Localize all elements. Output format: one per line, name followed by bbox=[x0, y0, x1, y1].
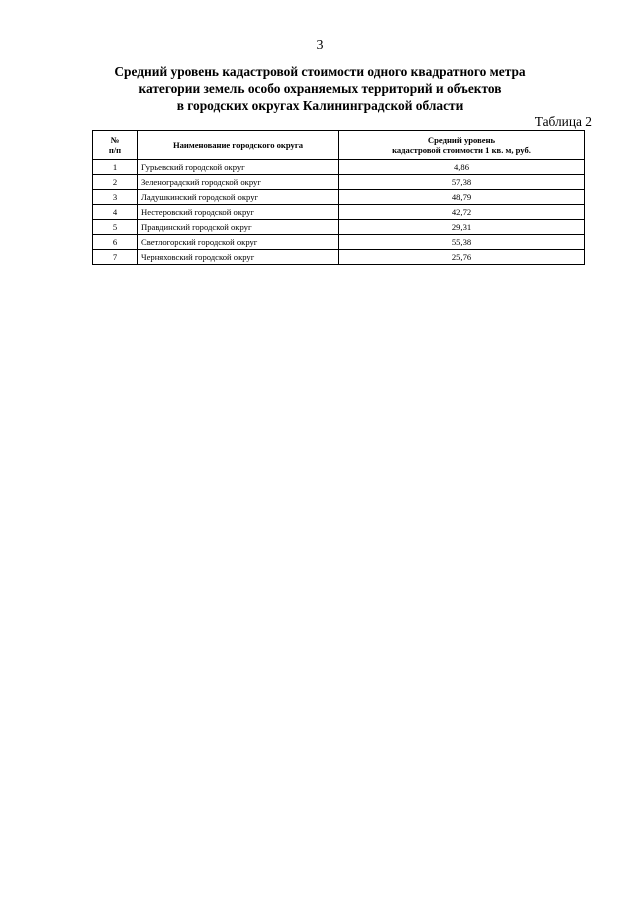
row-district-name: Черняховский городской округ bbox=[138, 250, 339, 265]
header-number-line-1: № bbox=[110, 135, 120, 145]
row-value: 25,76 bbox=[339, 250, 585, 265]
row-district-name: Светлогорский городской округ bbox=[138, 235, 339, 250]
header-number bbox=[93, 131, 138, 160]
table-row bbox=[93, 250, 585, 265]
table-row bbox=[93, 175, 585, 190]
header-value-line-1: Средний уровень bbox=[427, 135, 496, 145]
row-value: 4,86 bbox=[339, 160, 585, 175]
row-number: 3 bbox=[93, 190, 138, 205]
table-row bbox=[93, 160, 585, 175]
page-number: 3 bbox=[316, 38, 324, 53]
title-line-1: Средний уровень кадастровой стоимости одного квадратного метра bbox=[114, 64, 526, 79]
row-value: 29,31 bbox=[339, 220, 585, 235]
row-number: 7 bbox=[93, 250, 138, 265]
header-name: Наименование городского округа bbox=[138, 131, 339, 160]
row-district-name: Ладушкинский городской округ bbox=[138, 190, 339, 205]
row-value: 42,72 bbox=[339, 205, 585, 220]
row-district-name: Правдинский городской округ bbox=[138, 220, 339, 235]
cadastral-value-table bbox=[92, 130, 585, 265]
row-district-name: Нестеровский городской округ bbox=[138, 205, 339, 220]
title-line-2: категории земель особо охраняемых территорий и объектов bbox=[138, 81, 502, 96]
table-header-row bbox=[93, 131, 585, 160]
table-row bbox=[93, 205, 585, 220]
row-number: 1 bbox=[93, 160, 138, 175]
title-line-3: в городских округах Калининградской области bbox=[176, 98, 464, 113]
row-value: 48,79 bbox=[339, 190, 585, 205]
header-value-line-2: кадастровой стоимости 1 кв. м, руб. bbox=[392, 145, 531, 155]
document-title bbox=[60, 63, 580, 114]
table-row bbox=[93, 220, 585, 235]
row-number: 4 bbox=[93, 205, 138, 220]
row-value: 55,38 bbox=[339, 235, 585, 250]
row-number: 6 bbox=[93, 235, 138, 250]
row-district-name: Гурьевский городской округ bbox=[138, 160, 339, 175]
header-number-line-2: п/п bbox=[108, 145, 122, 155]
header-value bbox=[339, 131, 585, 160]
row-value: 57,38 bbox=[339, 175, 585, 190]
row-number: 5 bbox=[93, 220, 138, 235]
table-row bbox=[93, 235, 585, 250]
row-district-name: Зеленоградский городской округ bbox=[138, 175, 339, 190]
row-number: 2 bbox=[93, 175, 138, 190]
table-row bbox=[93, 190, 585, 205]
table-label: Таблица 2 bbox=[534, 114, 592, 129]
